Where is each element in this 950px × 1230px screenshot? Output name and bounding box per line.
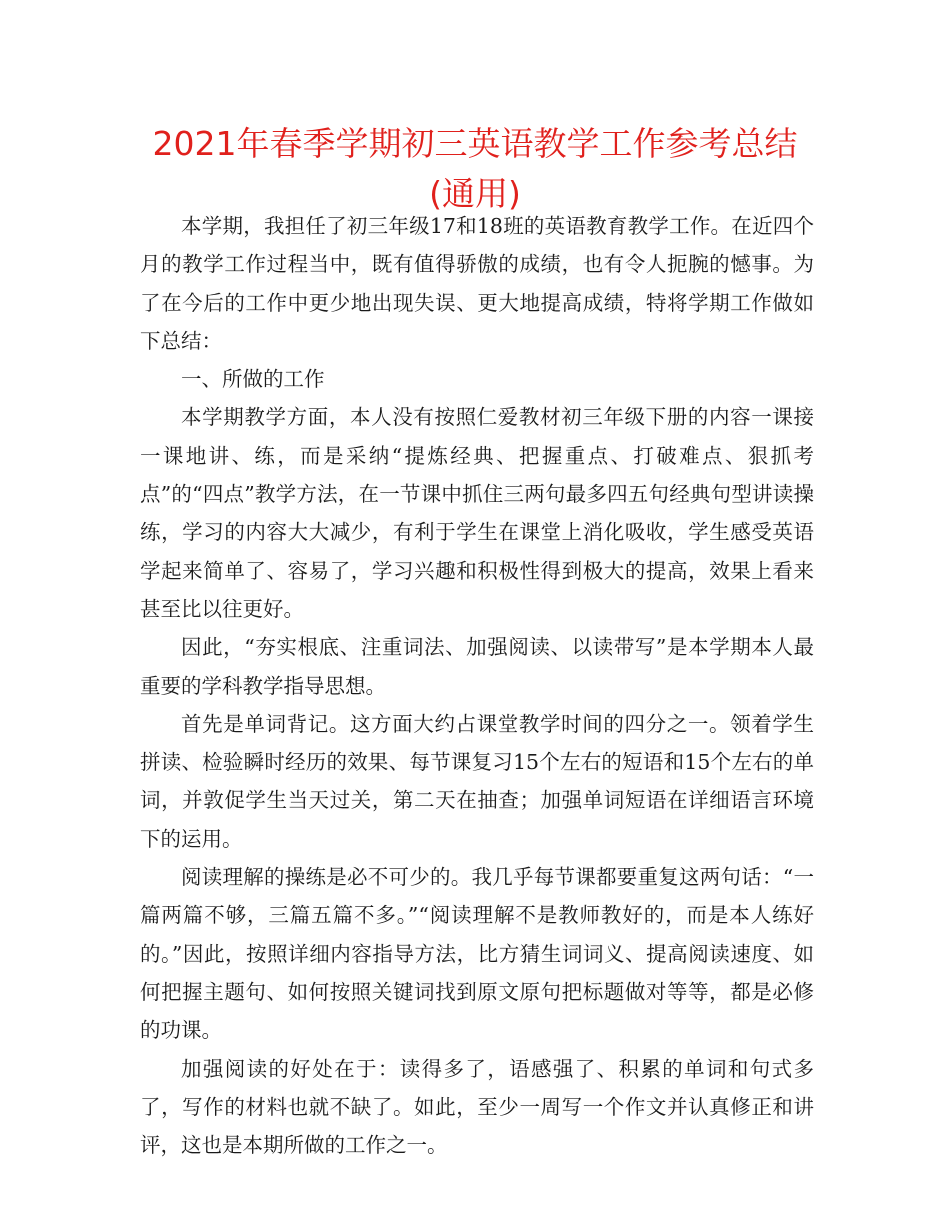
- document-subtitle: (通用): [429, 174, 521, 213]
- document-body: [140, 207, 814, 1164]
- paragraph-intro: 本学期，我担任了初三年级17和18班的英语教育教学工作。在近四个月的教学工作过程当中，既有值得骄傲的成绩，也有令人扼腕的憾事。为了在今后的工作中更少地出现失误、更大地提高成绩，特将学期工作做如下总结：: [140, 214, 814, 353]
- section-heading: 一、所做的工作: [181, 367, 325, 392]
- paragraph-guiding-idea: 因此，“夯实根底、注重词法、加强阅读、以读带写”是本学期本人最重要的学科教学指导思想。: [140, 635, 814, 698]
- paragraph-writing: 加强阅读的好处在于：读得多了，语感强了、积累的单词和句式多了，写作的材料也就不缺了。如此，至少一周写一个作文并认真修正和讲评，这也是本期所做的工作之一。: [140, 1056, 814, 1158]
- paragraph-teaching-method: 本学期教学方面，本人没有按照仁爱教材初三年级下册的内容一课接一课地讲、练，而是采纳“提炼经典、把握重点、打破难点、狠抓考点”的“四点”教学方法，在一节课中抓住三两句最多四五句经典句型讲读操练，学习的内容大大减少，有利于学生在课堂上消化吸收，学生感受英语学起来简单了、容易了，学习兴趣和积极性得到极大的提高，效果上看来甚至比以往更好。: [140, 405, 814, 621]
- paragraph-reading: 阅读理解的操练是必不可少的。我几乎每节课都要重复这两句话：“一篇两篇不够，三篇五篇不多。”“阅读理解不是教师教好的，而是本人练好的。”因此，按照详细内容指导方法，比方猜生词词义、提高阅读速度、如何把握主题句、如何按照关键词找到原文原句把标题做对等等，都是必修的功课。: [140, 865, 814, 1043]
- paragraph-vocabulary: 首先是单词背记。这方面大约占课堂教学时间的四分之一。领着学生拼读、检验瞬时经历的效果、每节课复习15个左右的短语和15个左右的单词，并敦促学生当天过关，第二天在抽查；加强单词短语在详细语言环境下的运用。: [140, 711, 814, 851]
- document-title: 2021年春季学期初三英语教学工作参考总结: [152, 124, 798, 163]
